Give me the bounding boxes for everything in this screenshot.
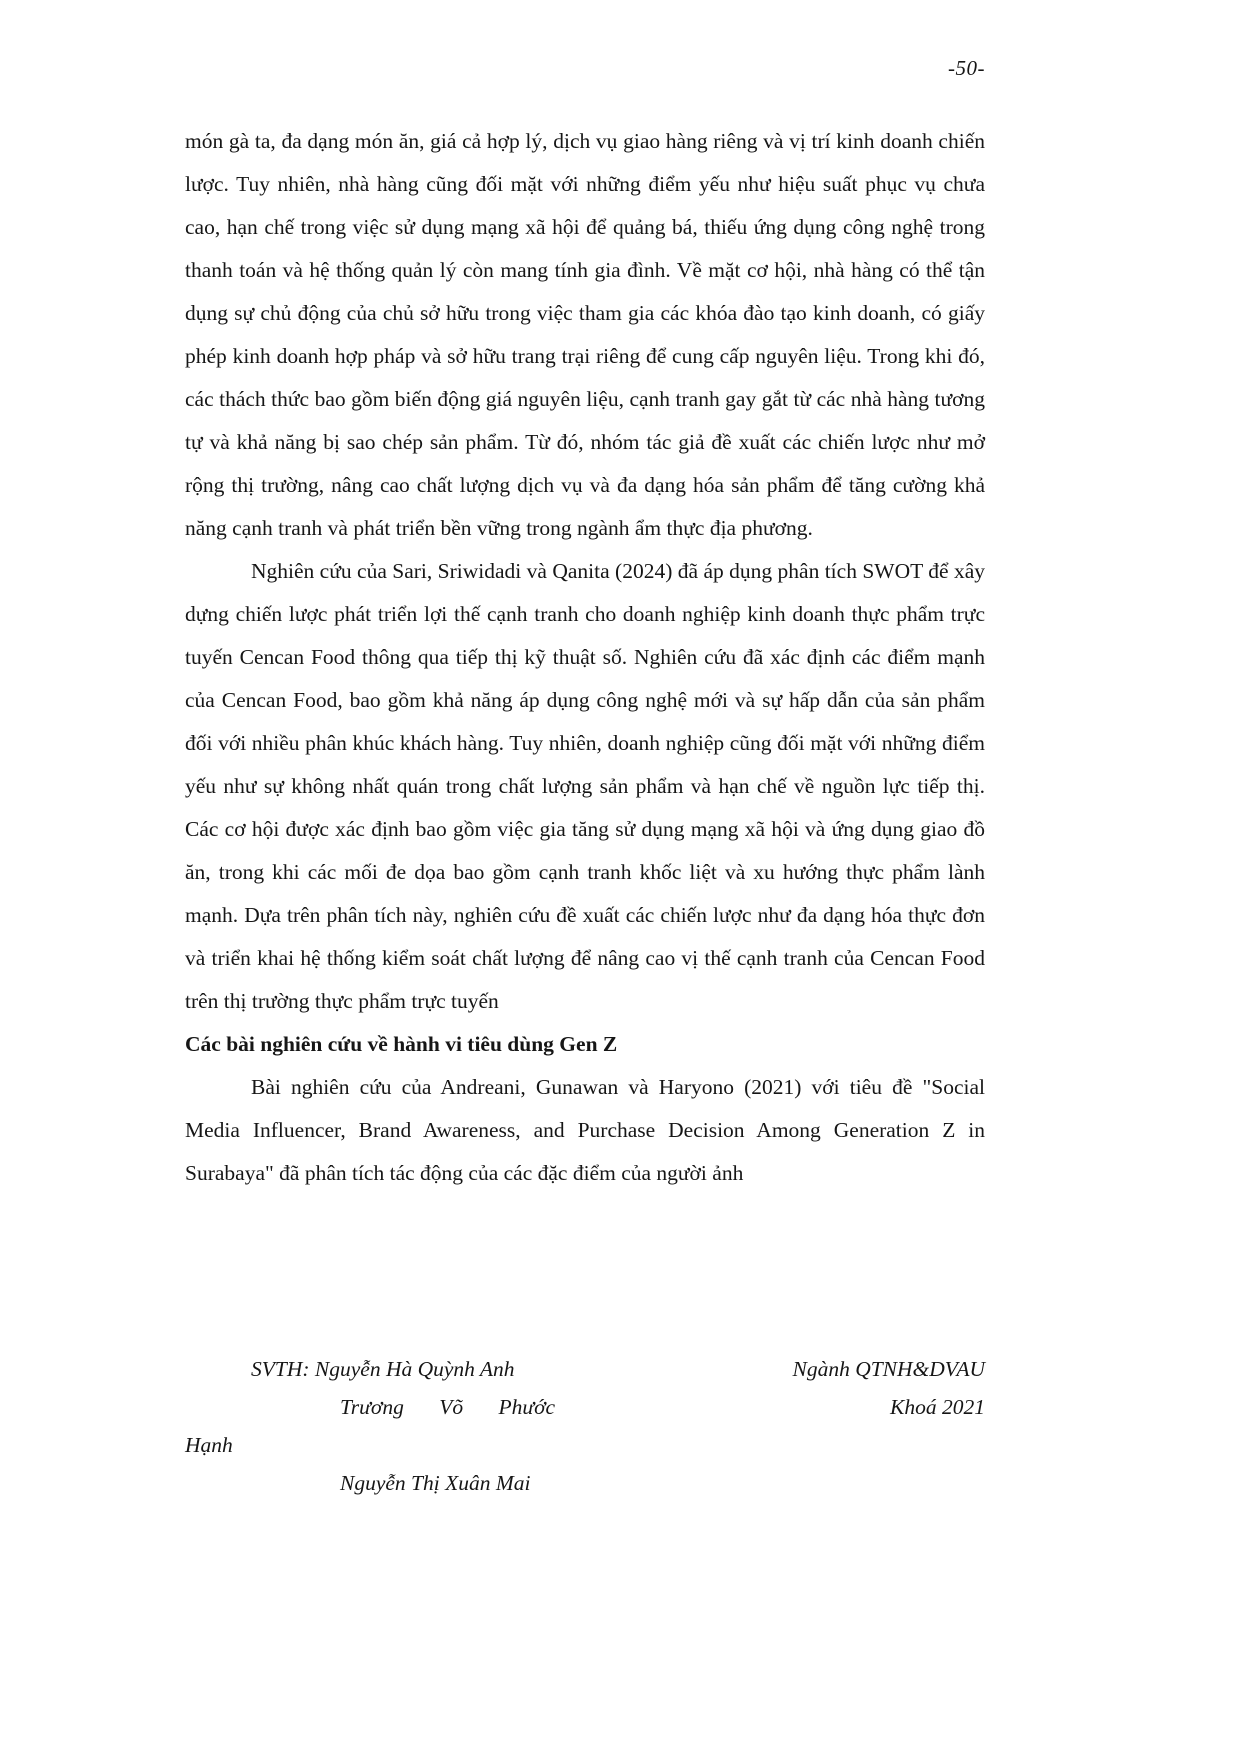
paragraph-2: Nghiên cứu của Sari, Sriwidadi và Qanita (2024) đã áp dụng phân tích SWOT để xây dựng chiến lược phát triển lợi thế cạnh tranh cho doanh nghiệp kinh doanh thực phẩm trực tuyến Cencan Food thông qua tiếp thị kỹ thuật số. Nghiên cứu đã xác định các điểm mạnh của Cencan Food, bao gồm khả năng áp dụng công nghệ mới và sự hấp dẫn của sản phẩm đối với nhiều phân khúc khách hàng. Tuy nhiên, doanh nghiệp cũng đối mặt với những điểm yếu như sự không nhất quán trong chất lượng sản phẩm và hạn chế về nguồn lực tiếp thị. Các cơ hội được xác định bao gồm việc gia tăng sử dụng mạng xã hội và ứng dụng giao đồ ăn, trong khi các mối đe dọa bao gồm cạnh tranh khốc liệt và xu hướng thực phẩm lành mạnh. Dựa trên phân tích này, nghiên cứu đề xuất các chiến lược như đa dạng hóa thực đơn và triển khai hệ thống kiểm soát chất lượng để nâng cao vị thế cạnh tranh của Cencan Food trên thị trường thực phẩm trực tuyến <box>185 559 985 1013</box>
footer-cohort: Khoá 2021 <box>890 1395 985 1419</box>
footer-author-2: Trương Võ Phước <box>340 1395 556 1419</box>
paragraph-1: món gà ta, đa dạng món ăn, giá cả hợp lý, dịch vụ giao hàng riêng và vị trí kinh doanh chiến lược. Tuy nhiên, nhà hàng cũng đối mặt với những điểm yếu như hiệu suất phục vụ chưa cao, hạn chế trong việc sử dụng mạng xã hội để quảng bá, thiếu ứng dụng công nghệ trong thanh toán và hệ thống quản lý còn mang tính gia đình. Về mặt cơ hội, nhà hàng có thể tận dụng sự chủ động của chủ sở hữu trong việc tham gia các khóa đào tạo kinh doanh, có giấy phép kinh doanh hợp pháp và sở hữu trang trại riêng để cung cấp nguyên liệu. Trong khi đó, các thách thức bao gồm biến động giá nguyên liệu, cạnh tranh gay gắt từ các nhà hàng tương tự và khả năng bị sao chép sản phẩm. Từ đó, nhóm tác giả đề xuất các chiến lược như mở rộng thị trường, nâng cao chất lượng dịch vụ và đa dạng hóa sản phẩm để tăng cường khả năng cạnh tranh và phát triển bền vững trong ngành ẩm thực địa phương. <box>185 129 985 540</box>
footer-row-2 <box>185 1388 985 1426</box>
paragraph-3: Bài nghiên cứu của Andreani, Gunawan và Haryono (2021) với tiêu đề "Social Media Influencer, Brand Awareness, and Purchase Decision Among Generation Z in Surabaya" đã phân tích tác động của các đặc điểm của người ảnh <box>185 1075 985 1185</box>
page-number: -50- <box>948 56 985 80</box>
section-heading: Các bài nghiên cứu về hành vi tiêu dùng Gen Z <box>185 1032 618 1056</box>
footer-row-3 <box>185 1426 985 1464</box>
footer-row-1 <box>185 1350 985 1388</box>
footer-row-4 <box>185 1464 985 1502</box>
page-footer <box>185 1350 985 1502</box>
footer-author-1: SVTH: Nguyễn Hà Quỳnh Anh <box>251 1357 515 1381</box>
footer-author-3: Nguyễn Thị Xuân Mai <box>340 1471 531 1495</box>
page-content <box>185 120 985 1195</box>
footer-program: Ngành QTNH&DVAU <box>792 1357 985 1381</box>
footer-author-2-wrap: Hạnh <box>185 1433 233 1457</box>
